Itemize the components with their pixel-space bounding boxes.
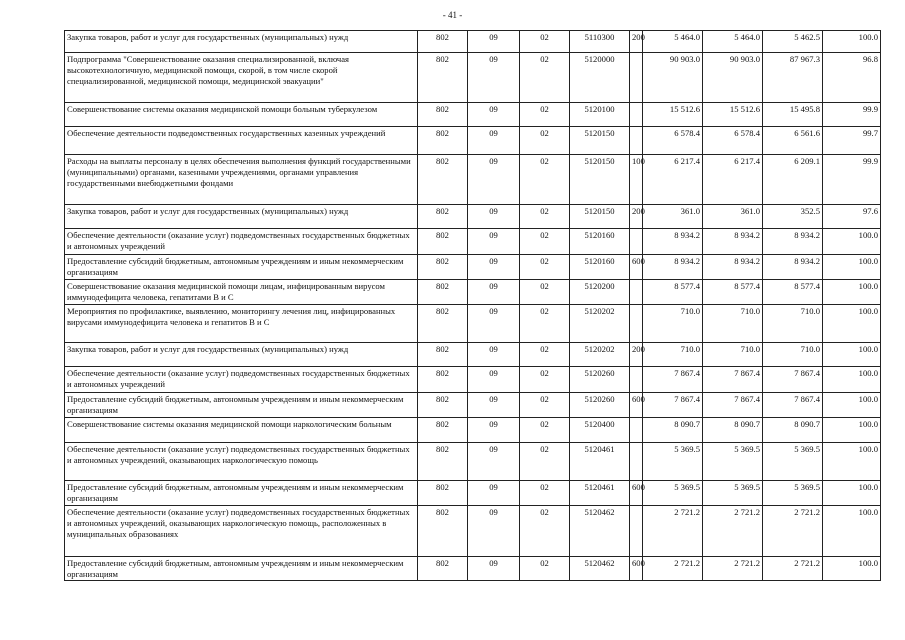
admin-code: 802 [418,305,468,343]
executed-amount: 2 721.2 [763,506,823,557]
row-name: Совершенствование оказания медицинской помощи лицам, инфицированным вирусом иммунодефицита человека, гепатитами В и С [65,280,418,305]
expense-type-code [630,506,643,557]
admin-code: 802 [418,418,468,443]
section-code: 09 [468,255,520,280]
refined-amount: 710.0 [703,305,763,343]
plan-amount: 8 577.4 [643,280,703,305]
admin-code: 802 [418,155,468,205]
target-code: 5120100 [570,103,630,127]
target-code: 5120260 [570,393,630,418]
target-code: 5120150 [570,155,630,205]
subsection-code: 02 [520,418,570,443]
admin-code: 802 [418,481,468,506]
target-code: 5120160 [570,255,630,280]
expense-type-code [630,53,643,103]
subsection-code: 02 [520,557,570,581]
executed-amount: 15 495.8 [763,103,823,127]
plan-amount: 15 512.6 [643,103,703,127]
section-code: 09 [468,393,520,418]
table-row [65,155,881,205]
budget-table [64,30,881,581]
section-code: 09 [468,205,520,229]
subsection-code: 02 [520,205,570,229]
section-code: 09 [468,280,520,305]
subsection-code: 02 [520,127,570,155]
target-code: 5120461 [570,443,630,481]
row-name: Предоставление субсидий бюджетным, автономным учреждениям и иным некоммерческим организациям [65,557,418,581]
execution-percent: 100.0 [823,443,881,481]
execution-percent: 100.0 [823,31,881,53]
expense-type-code: 200 [630,343,643,367]
table-row [65,418,881,443]
expense-type-code: 600 [630,393,643,418]
row-name: Закупка товаров, работ и услуг для государственных (муниципальных) нужд [65,343,418,367]
row-name: Предоставление субсидий бюджетным, автономным учреждениям и иным некоммерческим организациям [65,393,418,418]
expense-type-code [630,418,643,443]
expense-type-code [630,367,643,393]
section-code: 09 [468,557,520,581]
table-row [65,443,881,481]
execution-percent: 99.9 [823,155,881,205]
execution-percent: 96.8 [823,53,881,103]
admin-code: 802 [418,393,468,418]
refined-amount: 7 867.4 [703,367,763,393]
table-row [65,393,881,418]
expense-type-code: 100 [630,155,643,205]
plan-amount: 5 369.5 [643,481,703,506]
executed-amount: 8 934.2 [763,255,823,280]
row-name: Мероприятия по профилактике, выявлению, мониторингу лечения лиц, инфицированных вирусами иммунодефицита человека и гепатитов В и С [65,305,418,343]
table-row [65,31,881,53]
table-row [65,343,881,367]
table-row [65,127,881,155]
refined-amount: 2 721.2 [703,506,763,557]
refined-amount: 8 934.2 [703,229,763,255]
admin-code: 802 [418,229,468,255]
row-name: Подпрограмма "Совершенствование оказания специализированной, включая высокотехнологичную, медицинской помощи, скорой, в том числе скорой специализированной, медицинской помощи, медицинской эвакуации" [65,53,418,103]
section-code: 09 [468,443,520,481]
row-name: Закупка товаров, работ и услуг для государственных (муниципальных) нужд [65,205,418,229]
table-row [65,205,881,229]
plan-amount: 8 090.7 [643,418,703,443]
admin-code: 802 [418,103,468,127]
executed-amount: 8 090.7 [763,418,823,443]
subsection-code: 02 [520,506,570,557]
target-code: 5120461 [570,481,630,506]
admin-code: 802 [418,557,468,581]
subsection-code: 02 [520,155,570,205]
plan-amount: 7 867.4 [643,393,703,418]
subsection-code: 02 [520,443,570,481]
section-code: 09 [468,155,520,205]
section-code: 09 [468,229,520,255]
refined-amount: 5 369.5 [703,443,763,481]
execution-percent: 100.0 [823,280,881,305]
plan-amount: 6 578.4 [643,127,703,155]
table-row [65,557,881,581]
row-name: Расходы на выплаты персоналу в целях обеспечения выполнения функций государственными (муниципальными) органами, казенными учреждениями, органами управления государственными внебюджетными фондами [65,155,418,205]
expense-type-code [630,305,643,343]
plan-amount: 710.0 [643,343,703,367]
expense-type-code: 200 [630,31,643,53]
table-row [65,305,881,343]
refined-amount: 710.0 [703,343,763,367]
expense-type-code [630,127,643,155]
refined-amount: 15 512.6 [703,103,763,127]
expense-type-code: 600 [630,255,643,280]
table-row [65,367,881,393]
admin-code: 802 [418,255,468,280]
row-name: Обеспечение деятельности (оказание услуг) подведомственных государственных бюджетных и автономных учреждений, оказывающих наркологическую помощь, расположенных в муниципальных образованиях [65,506,418,557]
admin-code: 802 [418,506,468,557]
section-code: 09 [468,343,520,367]
admin-code: 802 [418,280,468,305]
subsection-code: 02 [520,53,570,103]
subsection-code: 02 [520,31,570,53]
refined-amount: 2 721.2 [703,557,763,581]
expense-type-code [630,443,643,481]
section-code: 09 [468,506,520,557]
target-code: 5120000 [570,53,630,103]
table-row [65,506,881,557]
execution-percent: 97.6 [823,205,881,229]
table-row [65,53,881,103]
expense-type-code [630,103,643,127]
admin-code: 802 [418,367,468,393]
table-row [65,229,881,255]
section-code: 09 [468,367,520,393]
plan-amount: 6 217.4 [643,155,703,205]
section-code: 09 [468,31,520,53]
table-row [65,255,881,280]
refined-amount: 8 577.4 [703,280,763,305]
execution-percent: 100.0 [823,481,881,506]
expense-type-code [630,229,643,255]
executed-amount: 352.5 [763,205,823,229]
admin-code: 802 [418,31,468,53]
subsection-code: 02 [520,255,570,280]
executed-amount: 8 577.4 [763,280,823,305]
execution-percent: 100.0 [823,393,881,418]
section-code: 09 [468,103,520,127]
subsection-code: 02 [520,305,570,343]
execution-percent: 100.0 [823,305,881,343]
executed-amount: 710.0 [763,343,823,367]
target-code: 5120150 [570,127,630,155]
target-code: 5120160 [570,229,630,255]
plan-amount: 5 464.0 [643,31,703,53]
expense-type-code [630,280,643,305]
expense-type-code: 600 [630,557,643,581]
target-code: 5120462 [570,506,630,557]
target-code: 5120260 [570,367,630,393]
row-name: Предоставление субсидий бюджетным, автономным учреждениям и иным некоммерческим организациям [65,255,418,280]
plan-amount: 710.0 [643,305,703,343]
refined-amount: 5 464.0 [703,31,763,53]
row-name: Обеспечение деятельности (оказание услуг) подведомственных государственных бюджетных и автономных учреждений, оказывающих наркологическую помощь [65,443,418,481]
section-code: 09 [468,127,520,155]
page-number: - 41 - [442,10,463,20]
plan-amount: 2 721.2 [643,506,703,557]
target-code: 5120150 [570,205,630,229]
section-code: 09 [468,481,520,506]
row-name: Совершенствование системы оказания медицинской помощи наркологическим больным [65,418,418,443]
table-row [65,481,881,506]
expense-type-code: 600 [630,481,643,506]
section-code: 09 [468,305,520,343]
refined-amount: 7 867.4 [703,393,763,418]
refined-amount: 6 578.4 [703,127,763,155]
subsection-code: 02 [520,367,570,393]
executed-amount: 5 369.5 [763,481,823,506]
refined-amount: 90 903.0 [703,53,763,103]
admin-code: 802 [418,53,468,103]
plan-amount: 5 369.5 [643,443,703,481]
executed-amount: 8 934.2 [763,229,823,255]
plan-amount: 361.0 [643,205,703,229]
execution-percent: 100.0 [823,343,881,367]
executed-amount: 7 867.4 [763,393,823,418]
subsection-code: 02 [520,103,570,127]
target-code: 5110300 [570,31,630,53]
plan-amount: 2 721.2 [643,557,703,581]
target-code: 5120202 [570,343,630,367]
section-code: 09 [468,418,520,443]
row-name: Совершенствование системы оказания медицинской помощи больным туберкулезом [65,103,418,127]
refined-amount: 8 090.7 [703,418,763,443]
execution-percent: 100.0 [823,418,881,443]
executed-amount: 710.0 [763,305,823,343]
table-row [65,103,881,127]
refined-amount: 8 934.2 [703,255,763,280]
table-row [65,280,881,305]
executed-amount: 5 369.5 [763,443,823,481]
executed-amount: 5 462.5 [763,31,823,53]
admin-code: 802 [418,443,468,481]
subsection-code: 02 [520,343,570,367]
executed-amount: 2 721.2 [763,557,823,581]
execution-percent: 100.0 [823,229,881,255]
admin-code: 802 [418,343,468,367]
admin-code: 802 [418,205,468,229]
plan-amount: 8 934.2 [643,255,703,280]
row-name: Закупка товаров, работ и услуг для государственных (муниципальных) нужд [65,31,418,53]
plan-amount: 90 903.0 [643,53,703,103]
row-name: Обеспечение деятельности (оказание услуг) подведомственных государственных бюджетных и автономных учреждений [65,229,418,255]
target-code: 5120200 [570,280,630,305]
plan-amount: 8 934.2 [643,229,703,255]
row-name: Предоставление субсидий бюджетным, автономным учреждениям и иным некоммерческим организациям [65,481,418,506]
section-code: 09 [468,53,520,103]
expense-type-code: 200 [630,205,643,229]
refined-amount: 5 369.5 [703,481,763,506]
execution-percent: 99.7 [823,127,881,155]
execution-percent: 100.0 [823,557,881,581]
plan-amount: 7 867.4 [643,367,703,393]
target-code: 5120400 [570,418,630,443]
execution-percent: 100.0 [823,506,881,557]
executed-amount: 7 867.4 [763,367,823,393]
executed-amount: 87 967.3 [763,53,823,103]
row-name: Обеспечение деятельности подведомственных государственных казенных учреждений [65,127,418,155]
subsection-code: 02 [520,481,570,506]
target-code: 5120202 [570,305,630,343]
execution-percent: 100.0 [823,255,881,280]
subsection-code: 02 [520,393,570,418]
row-name: Обеспечение деятельности (оказание услуг) подведомственных государственных бюджетных и автономных учреждений [65,367,418,393]
refined-amount: 361.0 [703,205,763,229]
executed-amount: 6 209.1 [763,155,823,205]
target-code: 5120462 [570,557,630,581]
execution-percent: 99.9 [823,103,881,127]
admin-code: 802 [418,127,468,155]
subsection-code: 02 [520,280,570,305]
subsection-code: 02 [520,229,570,255]
execution-percent: 100.0 [823,367,881,393]
executed-amount: 6 561.6 [763,127,823,155]
refined-amount: 6 217.4 [703,155,763,205]
